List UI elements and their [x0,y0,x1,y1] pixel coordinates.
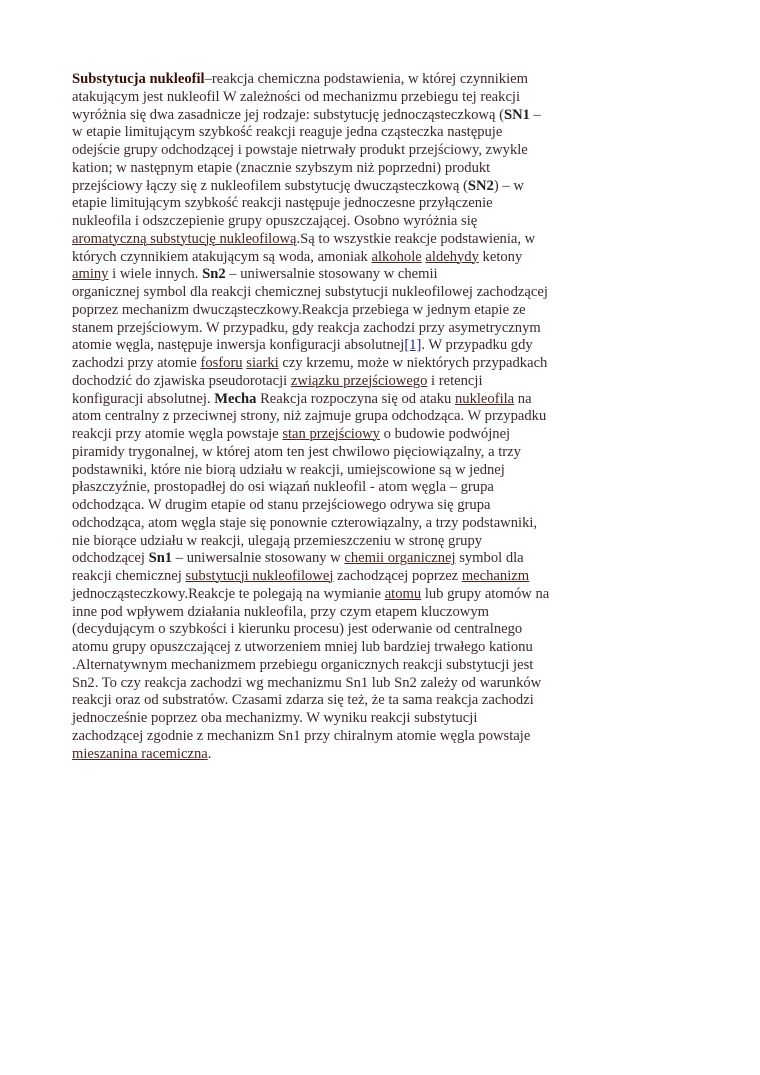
text-line [72,231,692,249]
text-segment: na [514,390,532,407]
text-segment: reakcji chemicznej [72,568,186,584]
text-segment: – [529,106,541,123]
text-line [72,249,692,267]
bold-term: SN2 [467,177,494,194]
text-line [72,391,692,409]
text-line [72,728,692,746]
text-line [72,479,692,497]
text-segment: atomu grupy opuszczającej z utworzeniem mniej lub bardziej trwałego kationu [72,639,533,655]
text-line [72,178,692,196]
hyperlink[interactable]: chemii organicznej [344,550,456,567]
text-line [72,462,692,480]
text-segment: wyróżnia się dwa zasadnicze jej rodzaje: substytucję jednocząsteczkową ( [72,106,504,123]
text-segment: w etapie limitującym szybkość reakcji reaguje jedna cząsteczka następuje [72,124,503,141]
hyperlink[interactable]: alkohole [371,248,422,265]
text-line [72,568,692,586]
document-title: Substytucja nukleofil [72,71,205,87]
text-line [72,142,692,160]
text-segment: reakcji przy atomie węgla powstaje [72,426,283,442]
document-body [72,71,692,763]
text-line [72,426,692,444]
hyperlink[interactable]: aminy [72,266,109,283]
text-segment: .Alternatywnym mechanizmem przebiegu organicznych reakcji substytucji jest [72,656,534,673]
text-segment: konfiguracji absolutnej. [72,390,215,407]
hyperlink[interactable]: aromatyczną substytucję nukleofilową [72,230,297,247]
text-line [72,89,692,107]
text-segment: (decydującym o szybkości i kierunku procesu) jest oderwanie od centralnego [72,621,523,638]
text-segment: –reakcja chemiczna podstawienia, w której czynnikiem [204,71,528,87]
text-line [72,213,692,231]
text-segment: płaszczyźnie, prostopadłej do osi wiązań nukleofil - atom węgla – grupa [72,479,494,496]
text-line [72,337,692,355]
text-segment: reakcji oraz od substratów. Czasami zdarza się też, że ta sama reakcja zachodzi [72,692,534,709]
text-segment: stanem przejściowym. W przypadku, gdy reakcja zachodzi przy asymetrycznym [72,319,541,336]
bold-term: Sn1 [148,550,173,567]
text-segment: inne pod wpływem działania nukleofila, przy czym etapem kluczowym [72,603,489,620]
text-segment: czy krzemu, może w niektórych przypadkach [278,355,548,371]
hyperlink[interactable]: substytucji nukleofilowej [185,568,334,584]
text-segment: . W przypadku gdy [421,337,533,354]
text-line [72,444,692,462]
hyperlink[interactable]: nukleofila [454,390,515,407]
hyperlink[interactable]: stan przejściowy [282,426,380,442]
text-segment: zachodzącej zgodnie z mechanizm Sn1 przy chiralnym atomie węgla powstaje [72,727,531,744]
hyperlink[interactable]: fosforu [200,355,243,371]
text-segment: atomie węgla, następuje inwersja konfiguracji absolutnej [72,337,405,354]
text-segment: etapie limitującym szybkość reakcji następuje jednoczesne przyłączenie [72,195,493,212]
text-segment: przejściowy łączy się z nukleofilem substytucję dwucząsteczkową ( [72,177,468,194]
text-line [72,604,692,622]
text-segment: o budowie podwójnej [379,426,511,442]
hyperlink[interactable]: mechanizm [461,568,530,584]
text-line [72,320,692,338]
text-segment: jednocząsteczkowy.Reakcje te polegają na wymianie [72,585,385,602]
bold-term: Sn2 [202,266,226,283]
text-line [72,107,692,125]
text-segment: których czynnikiem atakującym są woda, amoniak [72,248,372,265]
text-segment: odejście grupy odchodzącej i powstaje nietrwały produkt przejściowy, zwykle [72,142,528,158]
text-segment: dochodzić do zjawiska pseudorotacji [72,372,291,389]
text-segment: .Są to wszystkie reakcje podstawienia, w [296,230,536,247]
text-line [72,408,692,426]
text-line [72,657,692,675]
text-line [72,675,692,693]
bold-term: Mecha [214,390,257,407]
text-segment: i wiele innych. [108,266,203,283]
text-line [72,71,692,89]
text-segment: symbol dla [455,550,524,567]
text-line [72,692,692,710]
text-segment: atakującym jest nukleofil W zależności od mechanizmu przebiegu tej reakcji [72,88,521,105]
hyperlink[interactable]: mieszanina racemiczna [72,745,208,762]
text-line [72,497,692,515]
text-segment: podstawniki, które nie biorą udziału w reakcji, umiejscowione są w jednej [72,461,505,478]
text-segment: ) – w [493,177,524,194]
text-segment: odchodząca. W drugim etapie od stanu przejściowego odrywa się grupa [72,497,491,513]
text-line [72,586,692,604]
text-line [72,621,692,639]
text-segment: zachodzi przy atomie [72,355,201,371]
text-segment: Reakcja rozpoczyna się od ataku [256,390,455,407]
text-segment: zachodzącej poprzez [333,568,462,584]
text-segment: odchodząca, atom węgla staje się ponownie czterowiązalny, a trzy podstawniki, [72,514,538,531]
text-segment: poprzez mechanizm dwucząsteczkowy.Reakcja przebiega w jednym etapie ze [72,301,526,318]
text-segment: kation; w następnym etapie (znacznie szybszym niż poprzedni) produkt [72,159,491,176]
text-segment: odchodzącej [72,550,149,567]
text-line [72,124,692,142]
text-segment: i retencji [427,372,483,389]
text-line [72,710,692,728]
hyperlink[interactable]: aldehydy [425,248,479,265]
text-line [72,639,692,657]
text-segment: lub grupy atomów na [421,585,550,602]
text-line [72,550,692,568]
text-line [72,373,692,391]
footnote-reference-link[interactable]: [1] [404,337,422,354]
hyperlink[interactable]: związku przejściowego [290,372,428,389]
text-line [72,195,692,213]
text-segment: ketony [478,248,523,265]
text-segment: . [207,745,212,762]
hyperlink[interactable]: siarki [246,355,279,371]
text-segment: nie biorące udziału w reakcji, ulegają przemieszczeniu w stronę grupy [72,532,483,549]
text-line [72,284,692,302]
text-line [72,302,692,320]
hyperlink[interactable]: atomu [384,585,422,602]
text-segment: Sn2. To czy reakcja zachodzi wg mechanizmu Sn1 lub Sn2 zależy od warunków [72,674,542,691]
text-segment: atom centralny z przeciwnej strony, niż zajmuje grupa odchodząca. W przypadku [72,408,547,425]
text-segment: – uniwersalnie stosowany w chemii [225,266,438,283]
text-segment: nukleofila i odszczepienie grupy opuszczającej. Osobno wyróżnia się [72,213,478,229]
text-line [72,533,692,551]
text-segment: organicznej symbol dla reakcji chemicznej substytucji nukleofilowej zachodzącej [72,284,548,300]
text-line [72,266,692,284]
text-segment: piramidy trygonalnej, w której atom ten jest chwilowo pięciowiązalny, a trzy [72,443,521,460]
text-segment: – uniwersalnie stosowany w [172,550,345,567]
text-line [72,160,692,178]
text-line [72,746,692,764]
text-line [72,515,692,533]
bold-term: SN1 [503,106,530,123]
text-line [72,355,692,373]
text-segment: jednocześnie poprzez oba mechanizmy. W wyniku reakcji substytucji [72,710,478,726]
